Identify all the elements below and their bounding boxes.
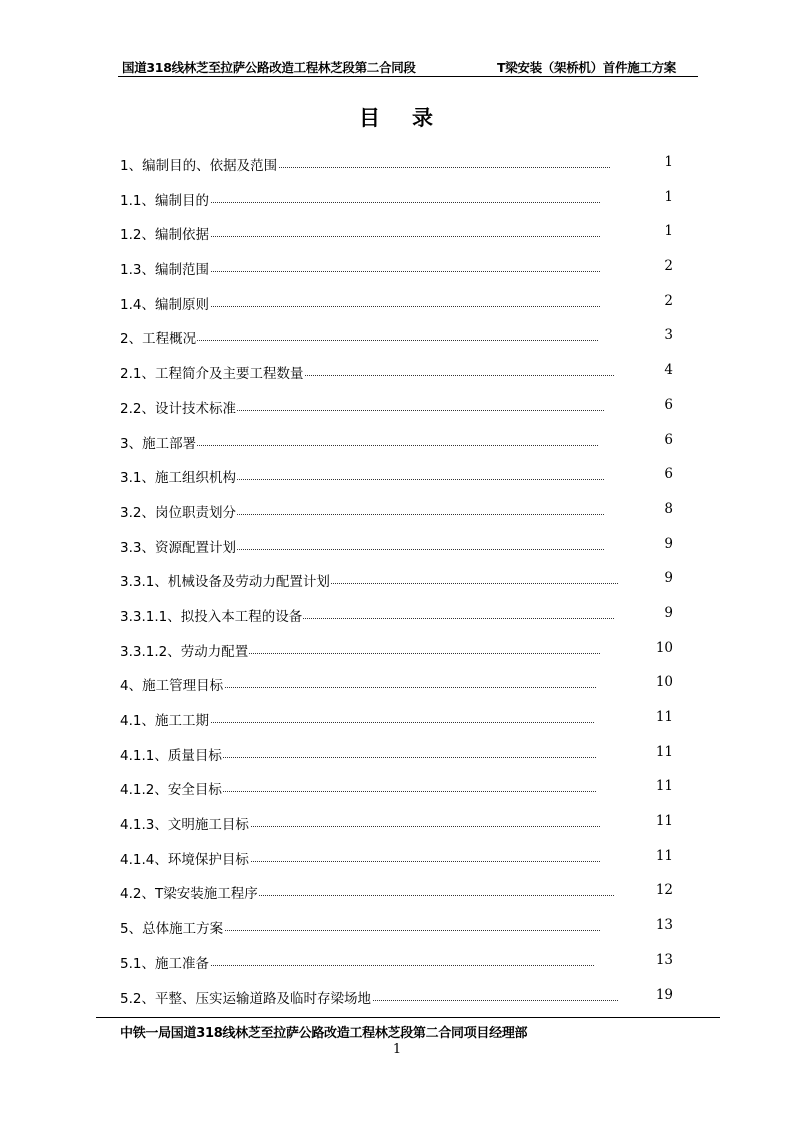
toc-entry[interactable] xyxy=(120,740,675,775)
toc-entry-page: 10 xyxy=(655,639,673,656)
toc-entry-page: 1 xyxy=(664,188,673,205)
toc-entry-page: 2 xyxy=(664,292,673,309)
toc-entry-label: 4.1.4、环境保护目标 xyxy=(120,848,250,868)
toc-entry-label: 4.1.2、安全目标 xyxy=(120,778,223,798)
toc-entry[interactable] xyxy=(120,532,675,567)
toc-entry-page: 11 xyxy=(655,709,673,725)
toc-entry-page: 1 xyxy=(664,154,673,170)
toc-entry[interactable] xyxy=(120,705,675,740)
toc-entry-label: 4.2、T梁安装施工程序 xyxy=(120,882,259,902)
toc-entry-label: 3.3、资源配置计划 xyxy=(120,536,237,556)
toc-entry-label: 3.3.1.2、劳动力配置 xyxy=(120,640,249,660)
toc-entry-page: 11 xyxy=(655,847,673,864)
toc-entry-label: 1.4、编制原则 xyxy=(120,293,210,313)
toc-entry[interactable] xyxy=(120,185,675,220)
toc-entry[interactable] xyxy=(120,809,675,844)
toc-entry-label: 3.1、施工组织机构 xyxy=(120,466,237,486)
toc-entry-page: 6 xyxy=(664,466,673,483)
toc-entry-page: 6 xyxy=(664,431,673,448)
toc-entry-page: 11 xyxy=(655,778,673,795)
toc-entry[interactable] xyxy=(120,913,675,948)
toc-entry-label: 5.1、施工准备 xyxy=(120,952,210,972)
toc-entry-page: 13 xyxy=(655,917,673,934)
toc-entry-label: 1.1、编制目的 xyxy=(120,189,210,209)
toc-entry-label: 5、总体施工方案 xyxy=(120,917,224,937)
toc-entry[interactable] xyxy=(120,289,675,324)
toc-entry-page: 2 xyxy=(664,258,673,275)
toc-entry[interactable] xyxy=(120,393,675,428)
page-header xyxy=(118,54,698,77)
toc-entry-label: 4.1、施工工期 xyxy=(120,709,210,729)
footer-divider xyxy=(96,1017,720,1018)
toc-entry-label: 3.3.1.1、拟投入本工程的设备 xyxy=(120,605,303,625)
toc-entry-page: 12 xyxy=(655,882,673,899)
toc-entry[interactable] xyxy=(120,948,675,983)
toc-entry-page: 6 xyxy=(664,396,673,413)
toc-entry[interactable] xyxy=(120,601,675,636)
toc-entry[interactable] xyxy=(120,150,675,185)
toc-entry[interactable] xyxy=(120,566,675,601)
toc-entry-label: 4.1.3、文明施工目标 xyxy=(120,813,250,833)
toc-entry-page: 4 xyxy=(664,362,673,379)
toc-entry[interactable] xyxy=(120,983,675,1018)
toc-entry[interactable] xyxy=(120,254,675,289)
toc-entry-label: 2.1、工程简介及主要工程数量 xyxy=(120,362,304,382)
toc-entry-label: 1.2、编制依据 xyxy=(120,223,210,243)
toc-entry[interactable] xyxy=(120,358,675,393)
table-of-contents xyxy=(120,150,675,1017)
toc-entry-label: 4、施工管理目标 xyxy=(120,674,224,694)
toc-entry[interactable] xyxy=(120,323,675,358)
toc-entry[interactable] xyxy=(120,462,675,497)
toc-entry-page: 9 xyxy=(664,535,673,552)
toc-entry-page: 19 xyxy=(655,986,673,1003)
header-project-title: 国道318线林芝至拉萨公路改造工程林芝段第二合同段 xyxy=(122,60,416,75)
toc-entry[interactable] xyxy=(120,774,675,809)
toc-entry-page: 3 xyxy=(664,327,673,344)
toc-entry-page: 11 xyxy=(655,743,673,760)
toc-entry-label: 3.3.1、机械设备及劳动力配置计划 xyxy=(120,570,331,590)
toc-entry-page: 11 xyxy=(655,813,673,830)
toc-entry-page: 10 xyxy=(655,674,673,691)
toc-entry-page: 13 xyxy=(655,951,673,968)
toc-entry[interactable] xyxy=(120,219,675,254)
toc-entry-page: 9 xyxy=(664,604,673,621)
toc-entry[interactable] xyxy=(120,670,675,705)
toc-entry[interactable] xyxy=(120,428,675,463)
toc-entry-page: 9 xyxy=(664,570,673,587)
toc-entry-label: 2.2、设计技术标准 xyxy=(120,397,237,417)
footer-organization: 中铁一局国道318线林芝至拉萨公路改造工程林芝段第二合同项目经理部 xyxy=(120,1026,528,1041)
toc-entry[interactable] xyxy=(120,878,675,913)
toc-entry-page: 8 xyxy=(664,500,673,517)
toc-entry-label: 4.1.1、质量目标 xyxy=(120,744,223,764)
toc-entry-label: 5.2、平整、压实运输道路及临时存梁场地 xyxy=(120,987,372,1007)
toc-entry[interactable] xyxy=(120,497,675,532)
page-number: 1 xyxy=(392,1042,402,1057)
header-document-title: T梁安装（架桥机）首件施工方案 xyxy=(496,60,676,75)
toc-entry-label: 3、施工部署 xyxy=(120,432,197,452)
toc-entry-label: 1、编制目的、依据及范围 xyxy=(120,154,278,174)
toc-title: 目录 xyxy=(359,106,465,130)
toc-entry-label: 1.3、编制范围 xyxy=(120,258,210,278)
toc-entry-label: 2、工程概况 xyxy=(120,327,197,347)
toc-entry[interactable] xyxy=(120,844,675,879)
toc-entry-label: 3.2、岗位职责划分 xyxy=(120,501,237,521)
toc-entry[interactable] xyxy=(120,636,675,671)
toc-entry-page: 1 xyxy=(664,223,673,240)
